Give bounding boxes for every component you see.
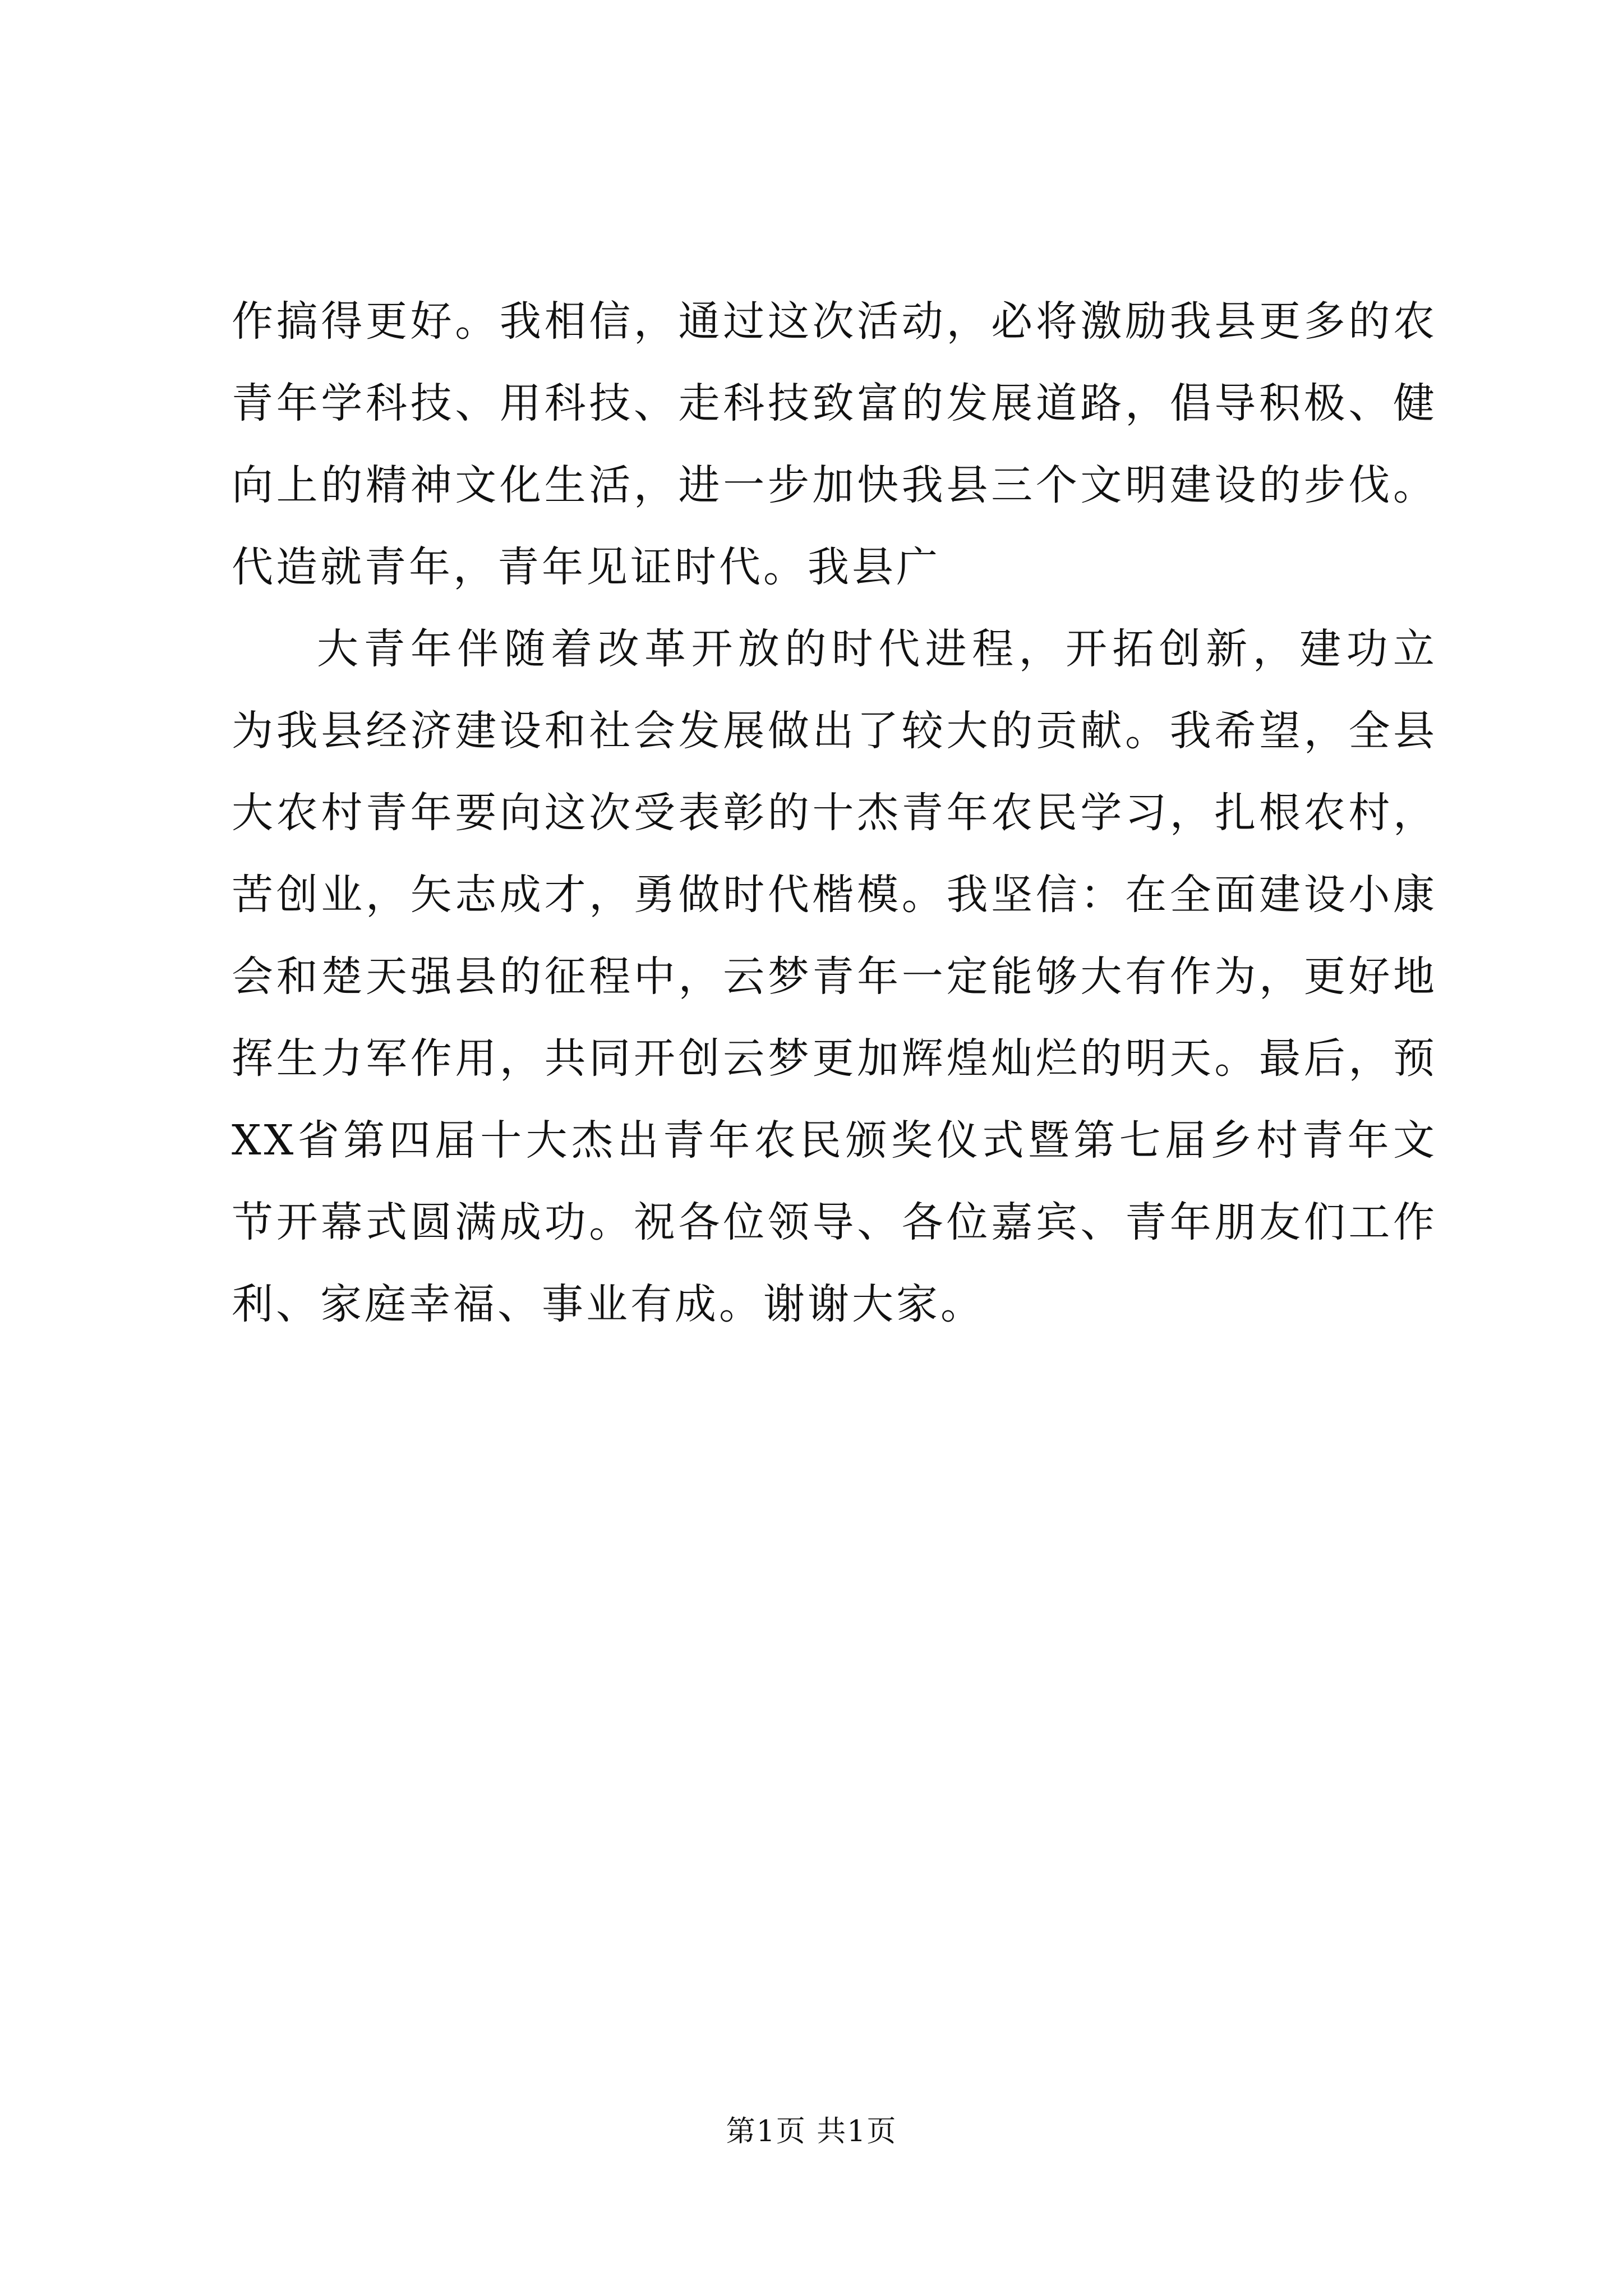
- text-line: 为我县经济建设和社会发展做出了较大的贡献。我希望，全县: [232, 707, 1437, 755]
- text-line: 大农村青年要向这次受表彰的十杰青年农民学习，扎根农村，: [232, 789, 1437, 837]
- text-line: 会和楚天强县的征程中，云梦青年一定能够大有作为，更好地: [232, 953, 1437, 1001]
- text-line: 苦创业，矢志成才，勇做时代楷模。我坚信：在全面建设小康: [232, 871, 1437, 919]
- text-line: XX省第四届十大杰出青年农民颁奖仪式暨第七届乡村青年文: [232, 1116, 1437, 1165]
- text-line: 挥生力军作用，共同开创云梦更加辉煌灿烂的明天。最后，预: [232, 1034, 1437, 1083]
- text-line: 作搞得更好。我相信，通过这次活动，必将激励我县更多的农: [232, 297, 1437, 346]
- text-line: 节开幕式圆满成功。祝各位领导、各位嘉宾、青年朋友们工作: [232, 1198, 1437, 1246]
- page-footer: 第1页 共1页: [726, 2115, 897, 2148]
- text-line: 青年学科技、用科技、走科技致富的发展道路，倡导积极、健: [232, 379, 1437, 427]
- paragraph-first-line: 大青年伴随着改革开放的时代进程，开拓创新，建功立: [317, 625, 1437, 673]
- text-line: 向上的精神文化生活，进一步加快我县三个文明建设的步伐。: [232, 461, 1437, 509]
- body-text: [232, 280, 1437, 1345]
- text-line: 利、家庭幸福、事业有成。谢谢大家。: [232, 1280, 985, 1328]
- text-line: 代造就青年，青年见证时代。我县广: [232, 543, 940, 591]
